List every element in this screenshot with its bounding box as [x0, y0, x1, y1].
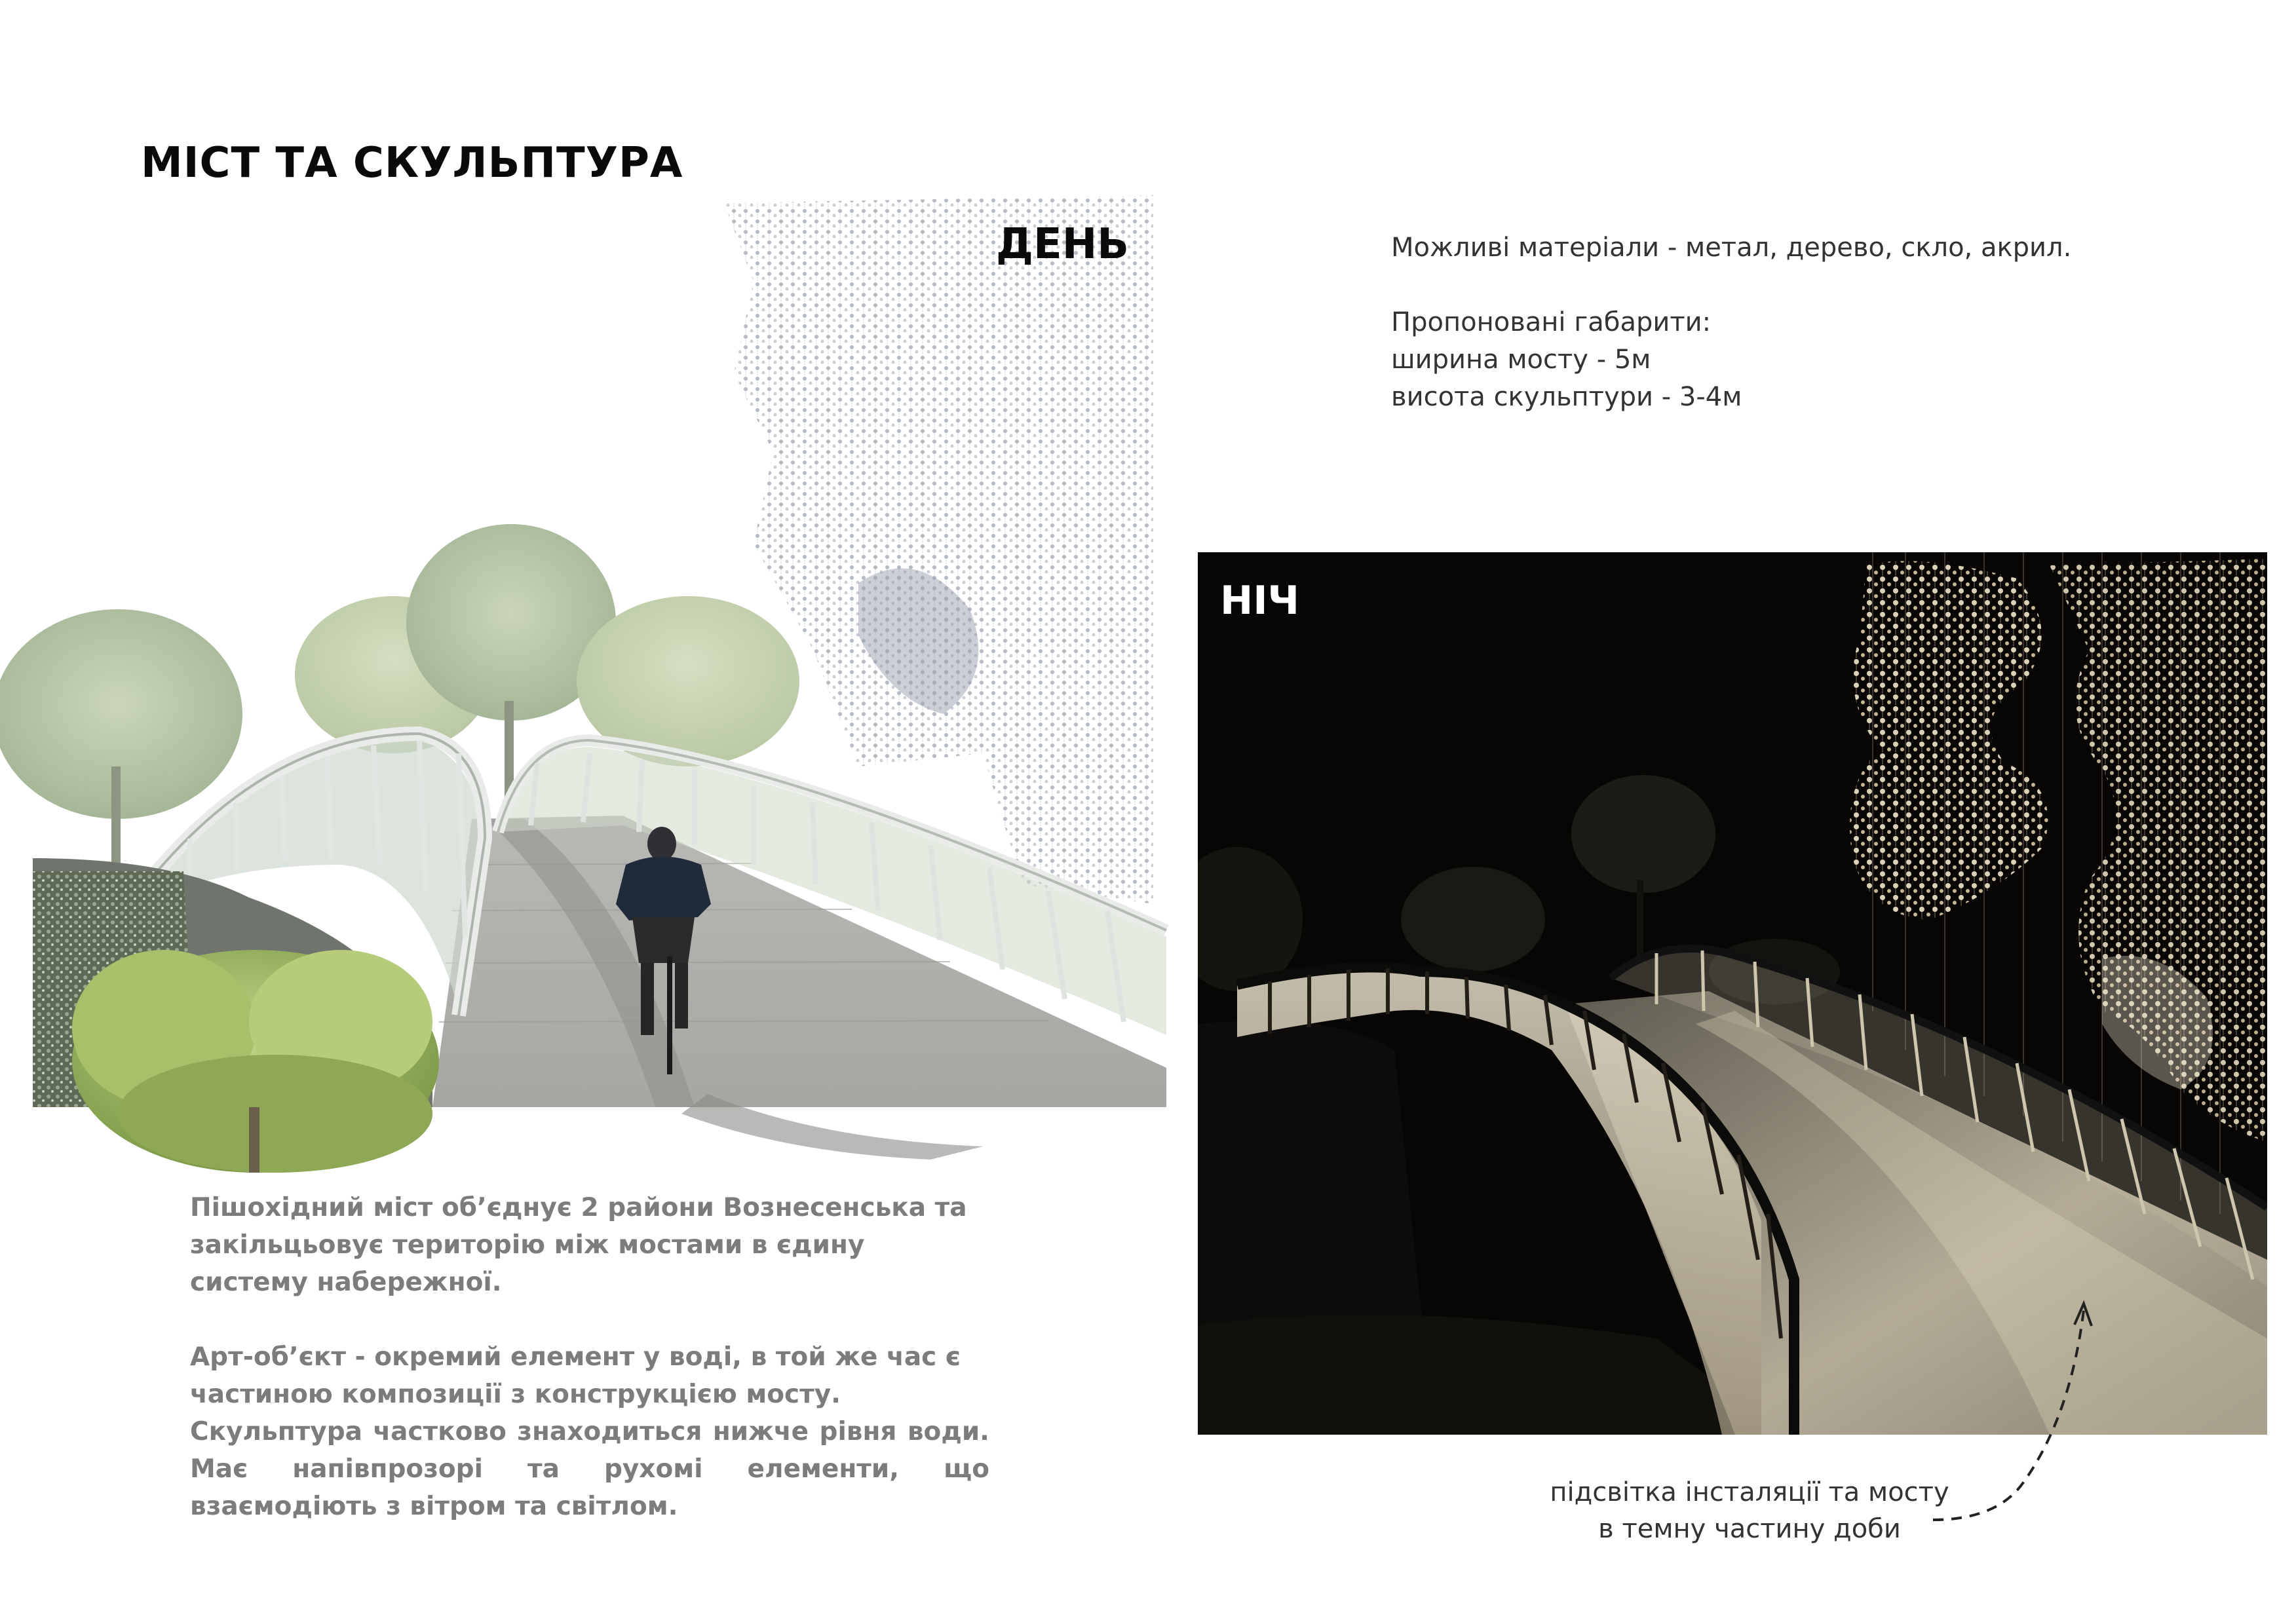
description-block	[190, 1189, 989, 1525]
description-line-5: частиною композиції з конструкцією мосту.	[190, 1380, 841, 1409]
description-line-1: Пішохідний міст об’єднує 2 райони Вознесенська та	[190, 1193, 967, 1222]
description-line-3: систему набережної.	[190, 1268, 502, 1297]
info-block	[1391, 229, 2071, 416]
day-render-image	[0, 177, 1179, 1173]
caption-line-2: в темну частину доби	[1598, 1514, 1901, 1544]
description-line-4: Арт-об’єкт - окремий елемент у воді, в той же час є	[190, 1342, 961, 1372]
description-line-2: закільцьовує територію між мостами в єдину	[190, 1230, 865, 1260]
page-title: МІСТ ТА СКУЛЬПТУРА	[141, 139, 683, 187]
description-paragraph-3: Скульптура частково знаходиться нижче рівня води. Має напівпрозорі та рухомі елементи, що взаємодіють з вітром та світлом.	[190, 1417, 989, 1521]
dimensions-heading: Пропоновані габарити:	[1391, 307, 1712, 337]
night-render-image	[1198, 552, 2267, 1435]
materials-text: Можливі матеріали - метал, дерево, скло, акрил.	[1391, 233, 2072, 263]
day-label: ДЕНЬ	[996, 220, 1130, 269]
bridge-width-text: ширина мосту - 5м	[1391, 345, 1651, 375]
night-label: НІЧ	[1220, 578, 1300, 624]
caption-line-1: підсвітка інсталяції та мосту	[1550, 1477, 1949, 1507]
dashed-arrow-icon	[1920, 1284, 2103, 1533]
sculpture-height-text: висота скульптури - 3-4м	[1391, 382, 1742, 412]
foreground-bush	[72, 950, 439, 1173]
